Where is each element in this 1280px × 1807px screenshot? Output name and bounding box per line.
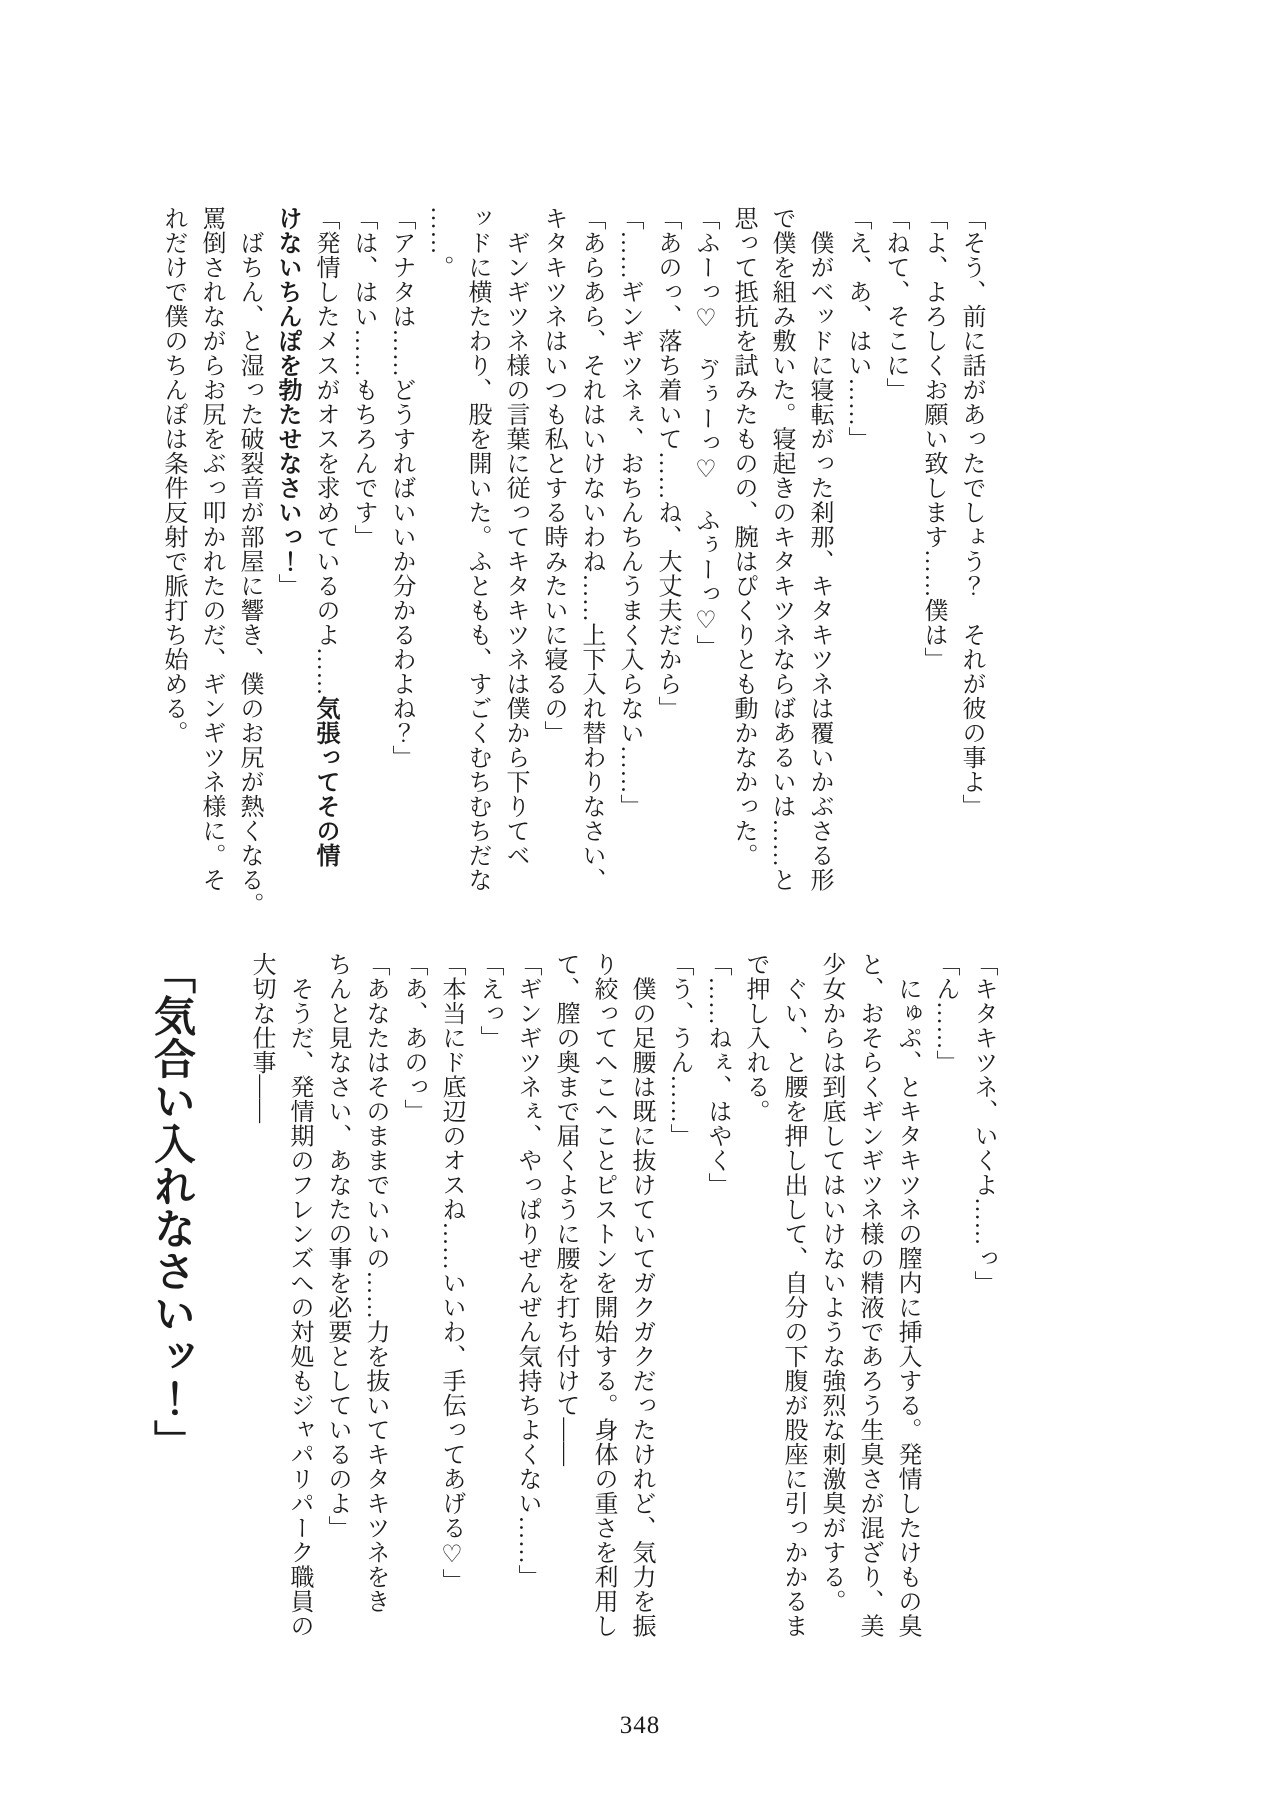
text-line	[964, 952, 1002, 1628]
text-line	[546, 952, 584, 1628]
body-text: 「そう、前に話があったでしょう？ それが彼の事よ」	[958, 206, 984, 819]
body-text: にゅぷ、とキタキツネの膣内に挿入する。発情したけもの臭	[894, 952, 920, 1638]
body-text: キタキツネはいつも私とする時みたいに寝るの」	[540, 206, 566, 745]
body-text: で押し入れる。	[742, 952, 768, 1124]
text-line	[192, 206, 230, 892]
text-line	[584, 952, 622, 1638]
text-line	[420, 206, 458, 882]
body-text: 「……ギンギツネぇ、おちんちんうまく入らない……」	[616, 206, 642, 819]
text-line	[508, 952, 546, 1628]
body-text: 思って抵抗を試みたものの、腕はぴくりとも動かなかった。	[730, 206, 756, 868]
text-line	[610, 206, 648, 882]
emphasis-text: けないちんぽを勃たせなさいっ！	[274, 206, 300, 574]
text-line	[318, 952, 356, 1628]
text-block-upper	[154, 206, 990, 917]
text-line	[280, 952, 318, 1638]
body-text: 「あ、あのっ」	[400, 952, 426, 1124]
body-text: で僕を組み敷いた。寝起きのキタキツネならばあるいは……と	[768, 206, 794, 892]
page-number: 348	[619, 1712, 661, 1739]
emphasis-text: 気張ってその情	[312, 696, 338, 868]
body-text: 大切な仕事――	[248, 952, 274, 1124]
body-text: 「発情したメスがオスを求めているのよ……	[312, 206, 338, 696]
body-text: 僕の足腰は既に抜けていてガクガクだったけれど、気力を振	[628, 952, 654, 1638]
text-line	[154, 206, 192, 882]
body-text: ギンギツネ様の言葉に従ってキタキツネは僕から下りてベ	[502, 206, 528, 868]
text-line	[850, 952, 888, 1638]
text-line	[876, 206, 914, 882]
text-line	[800, 206, 838, 892]
text-line	[432, 952, 470, 1628]
body-text: 「あらあら、それはいけないわね……上下入れ替わりなさい、	[578, 206, 604, 892]
body-text: 少女からは到底してはいけないような強烈な刺激臭がする。	[818, 952, 844, 1614]
text-line	[230, 206, 268, 917]
text-line	[698, 952, 736, 1628]
body-text: 「ふーっ♡ ゔぅーっ♡ ふぅーっ♡」	[692, 206, 718, 659]
body-text: り絞ってへこへことピストンを開始する。身体の重さを利用し	[590, 952, 616, 1638]
body-text: ばちん、と湿った破裂音が部屋に響き、僕のお尻が熱くなる。	[236, 206, 262, 917]
body-text: 「え、あ、はい……」	[844, 206, 870, 451]
text-line	[496, 206, 534, 882]
text-line	[268, 206, 306, 882]
text-line	[622, 952, 660, 1638]
text-line	[572, 206, 610, 892]
text-line	[356, 952, 394, 1628]
body-text: ぐい、と腰を押し出して、自分の下腹が股座に引っかかるま	[780, 952, 806, 1638]
body-text: 」	[274, 573, 300, 598]
text-line	[458, 206, 496, 892]
body-text: 「本当にド底辺のオスね……いいわ、手伝ってあげる♡」	[438, 952, 464, 1593]
body-text: 「う、うん……」	[666, 952, 692, 1148]
text-line	[306, 206, 344, 882]
body-text: 「アナタは……どうすればいいか分かるわよね？」	[388, 206, 414, 770]
text-line	[534, 206, 572, 882]
body-text: ……。	[426, 206, 452, 280]
text-line	[888, 952, 926, 1638]
text-line	[382, 206, 420, 882]
text-line	[736, 952, 774, 1628]
body-text: れだけで僕のちんぽは条件反射で脈打ち始める。	[160, 206, 186, 745]
text-line	[648, 206, 686, 882]
text-line	[774, 952, 812, 1638]
text-line	[344, 206, 382, 882]
text-line	[914, 206, 952, 882]
body-text: 「ギンギツネぇ、やっぱりぜんぜん気持ちよくない……」	[514, 952, 540, 1589]
body-text: ッドに横たわり、股を開いた。ふともも、すごくむちむちだな	[464, 206, 490, 892]
body-text: 「キタキツネ、いくよ……っ」	[970, 952, 996, 1295]
body-text: 僕がベッドに寝転がった刹那、キタキツネは覆いかぶさる形	[806, 206, 832, 892]
text-line	[812, 952, 850, 1628]
body-text: 「あなたはそのままでいいの……力を抜いてキタキツネをき	[362, 952, 388, 1614]
text-line	[952, 206, 990, 882]
text-line	[470, 952, 508, 1628]
body-text: そうだ、発情期のフレンズへの対処もジャパリパーク職員の	[286, 952, 312, 1638]
text-line-emphasis-large	[144, 952, 198, 1628]
text-line	[724, 206, 762, 882]
body-text: ちんと見なさい、あなたの事を必要としているのよ」	[324, 952, 350, 1540]
body-text: 「……ねぇ、はやく」	[704, 952, 730, 1197]
body-text: と、おそらくギンギツネ様の精液であろう生臭さが混ざり、美	[856, 952, 882, 1638]
text-line	[926, 952, 964, 1628]
body-text: 「えっ」	[476, 952, 502, 1050]
body-text: 罵倒されながらお尻をぶっ叩かれたのだ、ギンギツネ様に。そ	[198, 206, 224, 892]
text-line	[686, 206, 724, 882]
body-text: 「は、はい……もちろんです」	[350, 206, 376, 549]
text-line	[838, 206, 876, 882]
emphasis-text: 「気合い入れなさいッ！」	[148, 952, 194, 1462]
body-text: て、膣の奥まで届くように腰を打ち付けて――	[552, 952, 578, 1467]
body-text: 「ん……」	[932, 952, 958, 1075]
body-text: 「あのっ、落ち着いて……ね、大丈夫だから」	[654, 206, 680, 721]
body-text: 「よ、よろしくお願い致します……僕は」	[920, 206, 946, 672]
text-line	[394, 952, 432, 1628]
body-text: 「ねて、そこに」	[882, 206, 908, 402]
text-block-lower	[144, 952, 1002, 1638]
text-line	[762, 206, 800, 892]
text-line	[242, 952, 280, 1628]
text-line	[660, 952, 698, 1628]
